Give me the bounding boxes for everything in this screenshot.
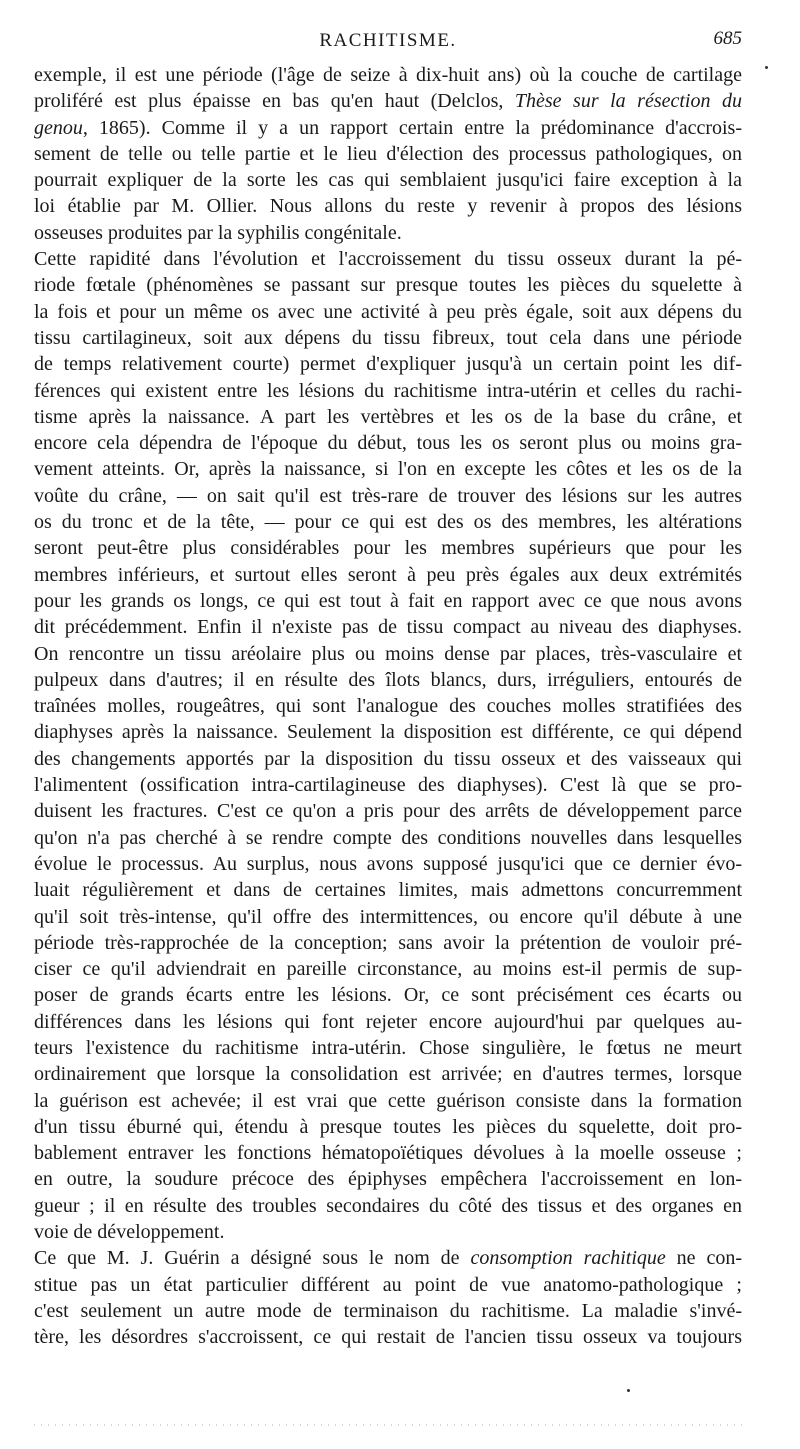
text-line [34,509,742,535]
text-line [34,798,742,824]
text-line [34,193,742,219]
line-text: stitue pas un état particulier différent au point de vue anatomo-pathologique ; [34,1273,742,1296]
text-line [34,351,742,377]
line-text: traînées molles, rougeâtres, qui sont l'analogue des couches molles stratifiées des [34,695,742,718]
text-line [34,1324,742,1350]
text-line [34,404,742,430]
text-line [34,1061,742,1087]
text-line [34,378,742,404]
text-line [34,1140,742,1166]
line-text: voie de développement. [34,1221,225,1244]
text-line [34,535,742,561]
line-text: la fois et pour un même os avec une activité à peu près égale, soit aux dépens du [34,300,742,323]
text-line [34,167,742,193]
line-text: dit précédemment. Enfin il n'existe pas de tissu compact au niveau des diaphyses. [34,616,742,639]
line-text: poser de grands écarts entre les lésions. Or, ce sont précisément ces écarts ou [34,984,742,1007]
bottom-edge-noise [34,1424,742,1430]
line-text: voûte du crâne, — on sait qu'il est très-rare de trouver des lésions sur les autres [34,484,742,507]
line-text: évolue le processus. Au surplus, nous avons supposé jusqu'ici que ce dernier évo- [34,852,742,875]
line-text: Cette rapidité dans l'évolution et l'accroissement du tissu osseux durant la pé- [34,248,742,271]
line-text: des changements apportés par la disposition du tissu osseux et des vaisseaux qui [34,747,742,770]
running-title: RACHITISME. [319,30,457,51]
line-text: Ce que M. J. Guérin a désigné sous le nom de [34,1247,471,1270]
stray-ink-mark [765,66,768,69]
text-line [34,1009,742,1035]
line-text: d'un tissu éburné qui, étendu à presque toutes les pièces du squelette, doit pro- [34,1115,742,1138]
text-line [34,1193,742,1219]
line-text: exemple, il est une période (l'âge de seize à dix-huit ans) où la couche de cartilage [34,64,742,86]
line-text: qu'il soit très-intense, qu'il offre des intermittences, ou encore qu'il débute à une [34,905,742,928]
text-line [34,930,742,956]
line-text: pour les grands os longs, ce qui est tout à fait en rapport avec ce que nous avons [34,589,742,612]
text-line [34,272,742,298]
text-line [34,299,742,325]
line-text: différences dans les lésions qui font rejeter encore aujourd'hui par quelques au- [34,1010,742,1033]
line-text: tisme après la naissance. A part les vertèbres et les os de la base du crâne, et [34,405,742,428]
text-line [34,1114,742,1140]
text-line [34,562,742,588]
text-line [34,719,742,745]
line-text: loi établie par M. Ollier. Nous allons du reste y revenir à propos des lésions [34,195,742,218]
line-text: riode fœtale (phénomènes se passant sur presque toutes les pièces du squelette à [34,274,742,297]
italic-text: Thèse sur la résection du [514,90,742,113]
text-line [34,825,742,851]
text-line [34,693,742,719]
text-line [34,1219,742,1245]
line-text: tère, les désordres s'accroissent, ce qui restait de l'ancien tissu osseux va toujours [34,1326,742,1349]
line-text: proliféré est plus épaisse en bas qu'en haut (Delclos, [34,90,515,113]
line-text: la guérison est achevée; il est vrai que cette guérison consiste dans la formation [34,1089,742,1112]
line-text: bablement entraver les fonctions hématopoïétiques dévolues à la moelle osseuse ; [34,1142,742,1165]
line-text: encore cela dépendra de l'époque du début, tous les os seront plus ou moins gra- [34,432,742,455]
line-text: de temps relativement courte) permet d'expliquer jusqu'à un certain point les dif- [34,353,742,376]
text-line [34,1035,742,1061]
text-line [34,877,742,903]
line-text: période très-rapprochée de la conception; sans avoir la prétention de vouloir pré- [34,931,742,954]
text-line [34,483,742,509]
text-line [34,246,742,272]
text-line [34,220,742,246]
running-head [34,8,742,51]
line-text: l'alimentent (ossification intra-cartilagineuse des diaphyses). C'est là que se pro- [34,774,742,797]
line-text: diaphyses après la naissance. Seulement la disposition est différente, ce qui dépend [34,721,742,744]
text-line [34,956,742,982]
line-text: gueur ; il en résulte des troubles secondaires du côté des tissus et des organes en [34,1194,742,1217]
text-line [34,430,742,456]
text-line [34,88,742,114]
text-line [34,982,742,1008]
body-text [34,62,742,1351]
line-text: On rencontre un tissu aréolaire plus ou moins dense par places, très-vasculaire et [34,642,742,665]
line-text: pourrait expliquer de la sorte les cas qui semblaient jusqu'ici faire exception à la [34,169,742,192]
text-line [34,1245,742,1271]
line-text: tissu cartilagineux, soit aux dépens du tissu fibreux, tout cela dans une période [34,326,742,349]
line-text: férences qui existent entre les lésions du rachitisme intra-utérin et celles du rachi- [34,379,742,402]
text-line [34,614,742,640]
text-line [34,641,742,667]
text-line [34,904,742,930]
line-text: luait régulièrement et dans de certaines limites, mais admettons concurremment [34,879,742,902]
line-text: en outre, la soudure précoce des épiphyses empêchera l'accroissement en lon- [34,1168,742,1191]
line-text: ne con- [665,1247,742,1270]
line-text: duisent les fractures. C'est ce qu'on a pris pour des arrêts de développement parce [34,800,742,823]
line-text: teurs l'existence du rachitisme intra-utérin. Chose singulière, le fœtus ne meurt [34,1036,742,1059]
text-line [34,456,742,482]
italic-text: consomption rachitique [470,1247,666,1270]
line-text: qu'on n'a pas cherché à se rendre compte des conditions nouvelles dans lesquelles [34,826,742,849]
text-line [34,62,742,88]
line-text: c'est seulement un autre mode de terminaison du rachitisme. La maladie s'invé- [34,1299,742,1322]
text-line [34,141,742,167]
line-text: osseuses produites par la syphilis congénitale. [34,221,402,244]
text-line [34,325,742,351]
text-line [34,772,742,798]
text-line [34,1272,742,1298]
line-text: ciser ce qu'il adviendrait en pareille circonstance, au moins est-il permis de sup- [34,958,742,981]
line-text: seront peut-être plus considérables pour les membres supérieurs que pour les [34,537,742,560]
italic-text: genou [34,116,83,139]
line-text: ordinairement que lorsque la consolidation est arrivée; en d'autres termes, lorsque [34,1063,742,1086]
line-text: vement atteints. Or, après la naissance, si l'on en excepte les côtes et les os de la [34,458,742,481]
line-text: membres inférieurs, et surtout elles seront à peu près égales aux deux extrémités [34,563,742,586]
line-text: os du tronc et de la tête, — pour ce qui est des os des membres, les altérations [34,511,742,534]
text-line [34,1166,742,1192]
text-line [34,115,742,141]
text-line [34,588,742,614]
line-text: , 1865). Comme il y a un rapport certain entre la prédominance d'accrois- [82,116,742,139]
text-line [34,851,742,877]
line-text: sement de telle ou telle partie et le lieu d'élection des processus pathologiques, on [34,142,742,165]
text-line [34,667,742,693]
line-text: pulpeux dans d'autres; il en résulte des îlots blancs, durs, irréguliers, entourés de [34,668,742,691]
text-line [34,1298,742,1324]
text-line [34,1088,742,1114]
page-number: 685 [713,28,742,49]
text-line [34,746,742,772]
stray-ink-mark [627,1389,630,1392]
